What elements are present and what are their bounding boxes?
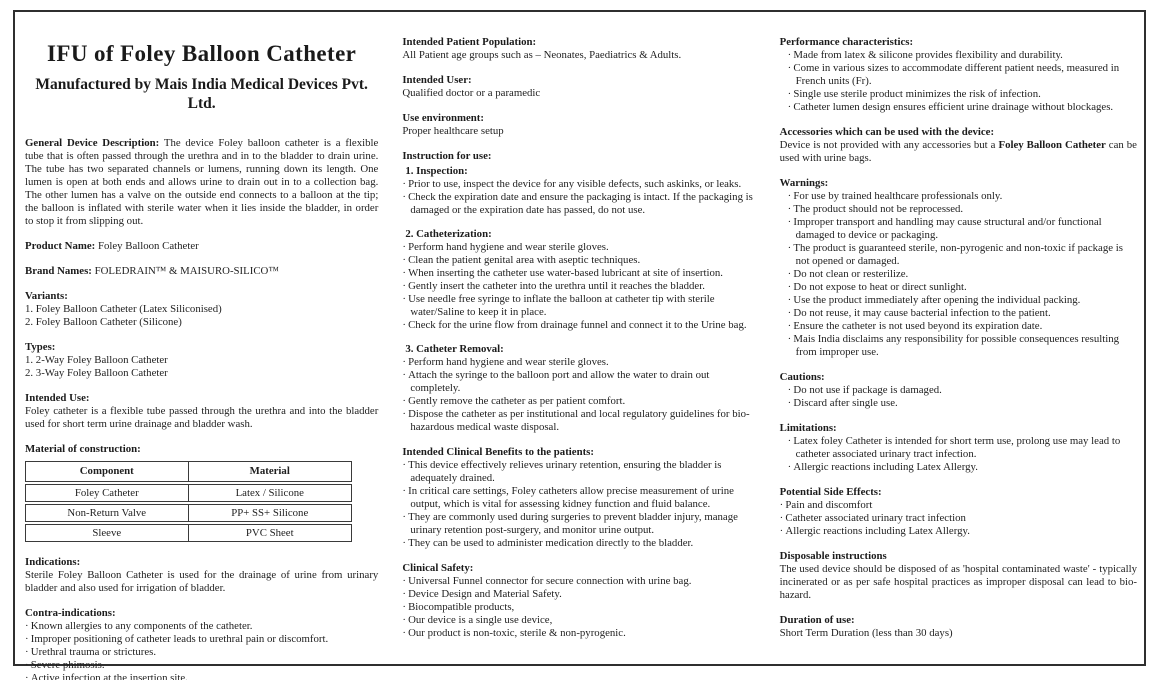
bullet-item: · Check for the urine flow from drainage funnel and connect it to the Urine bag.	[402, 319, 755, 332]
material-table-header-material: Material	[189, 461, 353, 482]
clinical-benefits-heading: Intended Clinical Benefits to the patients:	[402, 446, 594, 458]
material-table-header-row	[25, 461, 352, 482]
variant-item: 2. Foley Balloon Catheter (Silicone)	[25, 316, 182, 328]
section-patient-population	[402, 36, 755, 62]
section-types	[25, 341, 378, 380]
bullet-item: · Do not clean or resterilize.	[788, 268, 1137, 281]
brand-names-paragraph	[25, 265, 378, 278]
bullet-item: · Check the expiration date and ensure the packaging is intact. If the packaging is damaged or the expiration date has passed, do not use.	[402, 191, 755, 217]
bullet-item: · The product should not be reprocessed.	[788, 203, 1137, 216]
type-item: 1. 2-Way Foley Balloon Catheter	[25, 354, 168, 366]
catheter-removal-list	[402, 356, 755, 434]
material-table-row	[25, 504, 352, 522]
performance-heading: Performance characteristics:	[779, 36, 914, 48]
accessories-text-before: Device is not provided with any accessories but a	[779, 139, 999, 151]
bullet-item: · Come in various sizes to accommodate different patient needs, measured in French units (Fr).	[788, 62, 1137, 88]
bullet-item: · Gently insert the catheter into the urethra until it reaches the bladder.	[402, 280, 755, 293]
manufacturer-subtitle: Manufactured by Mais India Medical Devices Pvt. Ltd.	[35, 76, 368, 112]
general-description-text: The device Foley balloon catheter is a flexible tube that is often passed through the urethra and in to the bladder to drain urine. The tube has two separated channels or lumens, running down its length. One lumen is open at both ends and allows urine to drain out in to a collection bag. The other lumen has a valve on the outside end connects to a balloon at the tip; the balloon is inflated with sterile water when it lies inside the bladder, in order to stop it from slipping out.	[25, 137, 379, 227]
type-item: 2. 3-Way Foley Balloon Catheter	[25, 367, 168, 379]
section-use-environment	[402, 112, 755, 138]
use-environment-text: Proper healthcare setup	[402, 125, 504, 137]
document-header	[25, 40, 378, 113]
product-name-label: Product Name:	[25, 240, 96, 252]
product-name-value: Foley Balloon Catheter	[97, 240, 199, 252]
accessories-text	[780, 139, 1137, 165]
bullet-item: · Improper transport and handling may cause structural and/or functional damaged to device or packaging.	[788, 216, 1137, 242]
section-material-of-construction	[25, 443, 378, 544]
column-middle	[402, 22, 755, 640]
types-list	[25, 354, 378, 380]
table-cell: Sleeve	[25, 524, 189, 542]
clinical-safety-heading: Clinical Safety:	[402, 562, 474, 574]
inspection-heading: 1. Inspection:	[405, 165, 468, 177]
catheterization-heading: 2. Catheterization:	[405, 228, 492, 240]
section-warnings	[780, 177, 1137, 359]
section-instruction-for-use	[402, 150, 755, 434]
disposal-heading: Disposable instructions	[779, 550, 887, 562]
bullet-item: · Our device is a single use device,	[402, 614, 755, 627]
bullet-item: · Allergic reactions including Latex Allergy.	[780, 525, 1137, 538]
section-performance	[780, 36, 1137, 114]
inspection-list	[402, 178, 755, 217]
subsection-catheter-removal	[402, 343, 755, 434]
performance-list	[788, 49, 1137, 114]
subsection-catheterization	[402, 228, 755, 332]
types-heading: Types:	[25, 341, 56, 353]
general-description-paragraph	[25, 137, 378, 228]
table-cell: Foley Catheter	[25, 484, 189, 502]
bullet-item: · Use the product immediately after opening the individual packing.	[788, 294, 1137, 307]
bullet-item: · They can be used to administer medication directly to the bladder.	[402, 537, 755, 550]
bullet-item: · Catheter associated urinary tract infection	[780, 512, 1137, 525]
bullet-item: · Improper positioning of catheter leads to urethral pain or discomfort.	[25, 633, 378, 646]
bullet-item: · Device Design and Material Safety.	[402, 588, 755, 601]
instruction-for-use-heading: Instruction for use:	[402, 150, 492, 162]
catheterization-list	[402, 241, 755, 332]
bullet-item: · Ensure the catheter is not used beyond its expiration date.	[788, 320, 1137, 333]
side-effects-list	[780, 499, 1137, 538]
warnings-heading: Warnings:	[779, 177, 829, 189]
bullet-item: · This device effectively relieves urinary retention, ensuring the bladder is adequately drained.	[402, 459, 755, 485]
clinical-safety-list	[402, 575, 755, 640]
product-name-paragraph	[25, 240, 378, 253]
bullet-item: · Allergic reactions including Latex Allergy.	[788, 461, 1137, 474]
disposal-text: The used device should be disposed of as 'hospital contaminated waste' - typically incinerated or as per safe hospital practices as improper disposal can lead to bio-hazard.	[779, 563, 1137, 601]
use-environment-heading: Use environment:	[402, 112, 484, 124]
table-cell: Non-Return Valve	[25, 504, 189, 522]
bullet-item: · Known allergies to any components of the catheter.	[25, 620, 378, 633]
material-table-row	[25, 484, 352, 502]
column-right	[780, 22, 1137, 640]
clinical-benefits-list	[402, 459, 755, 550]
bullet-item: · Dispose the catheter as per institutional and local regulatory guidelines for bio-hazardous medical waste disposal.	[402, 408, 755, 434]
section-accessories	[780, 126, 1137, 165]
section-contraindications	[25, 607, 378, 680]
bullet-item: · Catheter lumen design ensures efficient urine drainage without blockages.	[788, 101, 1137, 114]
indications-heading: Indications:	[25, 556, 81, 568]
accessories-heading: Accessories which can be used with the device:	[779, 126, 995, 138]
document-columns	[25, 22, 1137, 680]
section-cautions	[780, 371, 1137, 410]
cautions-list	[788, 384, 1137, 410]
intended-user-heading: Intended User:	[402, 74, 472, 86]
bullet-item: · Active infection at the insertion site.	[25, 672, 378, 680]
bullet-item: · Do not reuse, it may cause bacterial infection to the patient.	[788, 307, 1137, 320]
bullet-item: · Made from latex & silicone provides flexibility and durability.	[788, 49, 1137, 62]
bullet-item: · Do not use if package is damaged.	[788, 384, 1137, 397]
bullet-item: · Pain and discomfort	[780, 499, 1137, 512]
bullet-item: · Do not expose to heat or direct sunlight.	[788, 281, 1137, 294]
cautions-heading: Cautions:	[779, 371, 825, 383]
material-table-row	[25, 524, 352, 542]
brand-names-label: Brand Names:	[25, 265, 92, 277]
section-limitations	[780, 422, 1137, 474]
bullet-item: · When inserting the catheter use water-based lubricant at site of insertion.	[402, 267, 755, 280]
bullet-item: · They are commonly used during surgeries to prevent bladder injury, manage urinary retention post-surgery, and monitor urine output.	[402, 511, 755, 537]
contraindications-list	[25, 620, 378, 680]
bullet-item: · Attach the syringe to the balloon port and allow the water to drain out completely.	[402, 369, 755, 395]
document-title: IFU of Foley Balloon Catheter	[47, 41, 357, 66]
duration-heading: Duration of use:	[779, 614, 855, 626]
bullet-item: · Use needle free syringe to inflate the balloon at catheter tip with sterile water/Saline to keep it in place.	[402, 293, 755, 319]
patient-population-heading: Intended Patient Population:	[402, 36, 537, 48]
section-clinical-benefits	[402, 446, 755, 550]
bullet-item: · Prior to use, inspect the device for any visible defects, such askinks, or leaks.	[402, 178, 755, 191]
section-variants	[25, 290, 378, 329]
bullet-item: · Perform hand hygiene and wear sterile gloves.	[402, 356, 755, 369]
contraindications-heading: Contra-indications:	[25, 607, 116, 619]
patient-population-text: All Patient age groups such as – Neonates, Paediatrics & Adults.	[402, 49, 682, 61]
column-left	[25, 22, 378, 680]
bullet-item: · Single use sterile product minimizes the risk of infection.	[788, 88, 1137, 101]
section-side-effects	[780, 486, 1137, 538]
bullet-item: · Our product is non-toxic, sterile & non-pyrogenic.	[402, 627, 755, 640]
variants-heading: Variants:	[25, 290, 68, 302]
bullet-item: · Clean the patient genital area with aseptic techniques.	[402, 254, 755, 267]
section-intended-use	[25, 392, 378, 431]
brand-names-value: FOLEDRAIN™ & MAISURO-SILICO™	[94, 265, 279, 277]
material-heading: Material of construction:	[25, 443, 141, 455]
section-intended-user	[402, 74, 755, 100]
catheter-removal-heading: 3. Catheter Removal:	[405, 343, 504, 355]
intended-user-text: Qualified doctor or a paramedic	[402, 87, 541, 99]
section-brand-names	[25, 265, 378, 278]
bullet-item: · Universal Funnel connector for secure connection with urine bag.	[402, 575, 755, 588]
table-cell: PP+ SS+ Silicone	[189, 504, 353, 522]
bullet-item: · Gently remove the catheter as per patient comfort.	[402, 395, 755, 408]
bullet-item: · Discard after single use.	[788, 397, 1137, 410]
bullet-item: · Urethral trauma or strictures.	[25, 646, 378, 659]
accessories-text-after: can be used with urine bags.	[779, 139, 1137, 164]
bullet-item: · Biocompatible products,	[402, 601, 755, 614]
bullet-item: · Latex foley Catheter is intended for short term use, prolong use may lead to catheter associated urinary tract infection.	[788, 435, 1137, 461]
material-table	[25, 459, 352, 544]
variant-item: 1. Foley Balloon Catheter (Latex Siliconised)	[25, 303, 222, 315]
section-duration	[780, 614, 1137, 640]
duration-text: Short Term Duration (less than 30 days)	[779, 627, 953, 639]
bullet-item: · In critical care settings, Foley catheters allow precise measurement of urine output, which is vital for assessing kidney function and fluid balance.	[402, 485, 755, 511]
warnings-list	[788, 190, 1137, 359]
bullet-item: · Mais India disclaims any responsibility for possible consequences resulting from improper use.	[788, 333, 1137, 359]
general-description-label: General Device Description:	[25, 137, 160, 149]
section-product-name	[25, 240, 378, 253]
bullet-item: · The product is guaranteed sterile, non-pyrogenic and non-toxic if package is not opened or damaged.	[788, 242, 1137, 268]
intended-use-text: Foley catheter is a flexible tube passed through the urethra and into the bladder used for short term urine drainage and bladder wash.	[25, 405, 379, 430]
section-general-description	[25, 137, 378, 228]
limitations-heading: Limitations:	[779, 422, 837, 434]
accessories-bold-phrase: Foley Balloon Catheter	[998, 139, 1106, 151]
bullet-item: · Severe phimosis.	[25, 659, 378, 672]
indications-text: Sterile Foley Balloon Catheter is used for the drainage of urine from urinary bladder and also used for irrigation of bladder.	[25, 569, 379, 594]
bullet-item: · For use by trained healthcare professionals only.	[788, 190, 1137, 203]
table-cell: Latex / Silicone	[189, 484, 353, 502]
material-table-header-component: Component	[25, 461, 189, 482]
side-effects-heading: Potential Side Effects:	[779, 486, 882, 498]
section-clinical-safety	[402, 562, 755, 640]
intended-use-heading: Intended Use:	[25, 392, 90, 404]
section-indications	[25, 556, 378, 595]
bullet-item: · Perform hand hygiene and wear sterile gloves.	[402, 241, 755, 254]
table-cell: PVC Sheet	[189, 524, 353, 542]
section-disposal	[780, 550, 1137, 602]
variants-list	[25, 303, 378, 329]
limitations-list	[788, 435, 1137, 474]
subsection-inspection	[402, 165, 755, 217]
